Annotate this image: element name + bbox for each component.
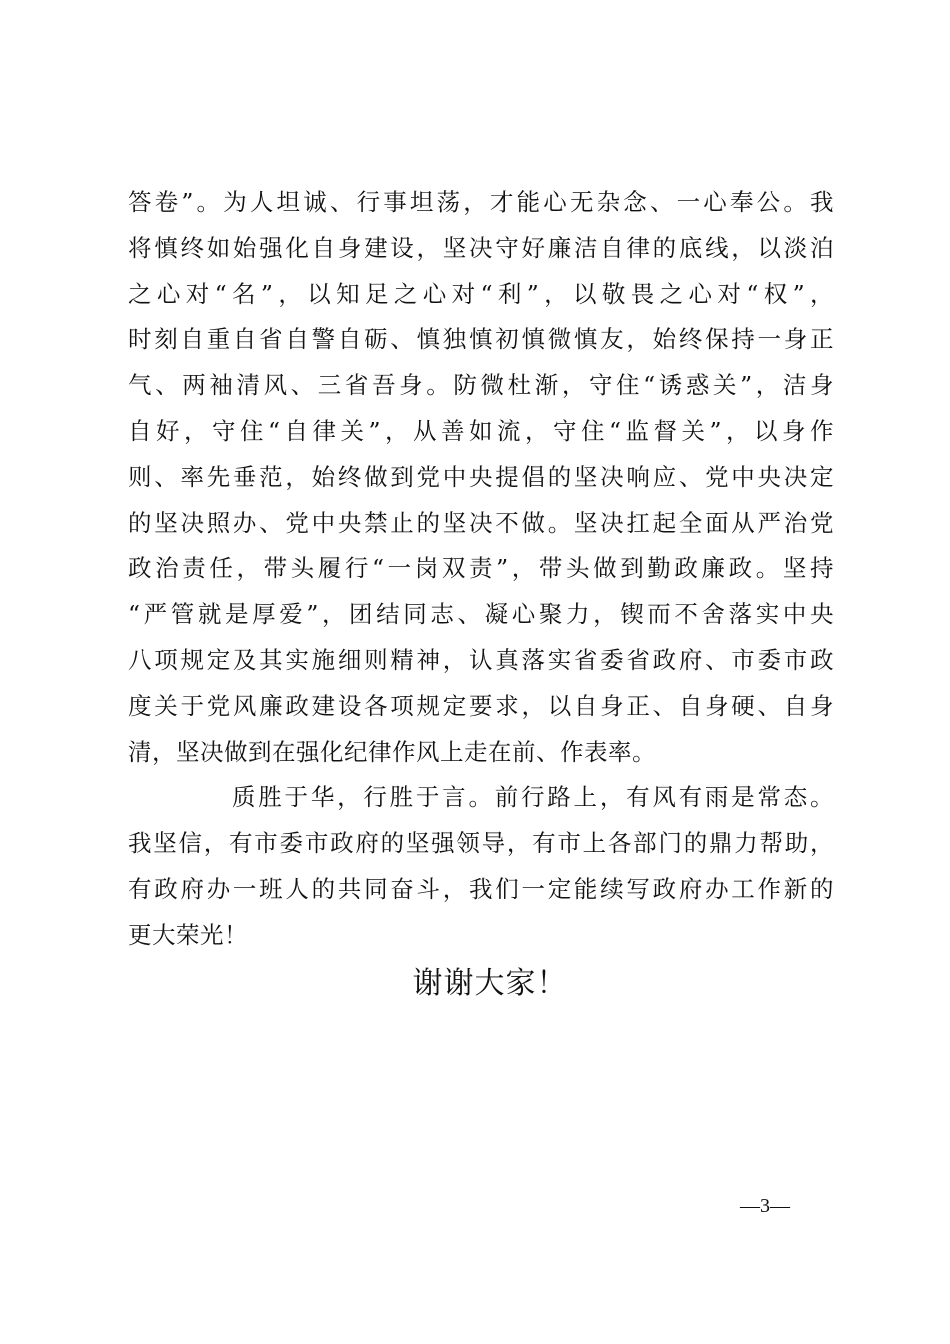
text-line: 答卷”。为人坦诚、行事坦荡，才能心无杂念、一心奉公。我 (128, 188, 834, 216)
text-line: 则、率先垂范，始终做到党中央提倡的坚决响应、党中央决定 (128, 462, 834, 491)
text-line: 更大荣光！ (128, 920, 248, 949)
text-line: 有政府办一班人的共同奋斗，我们一定能续写政府办工作新的 (128, 874, 834, 903)
text-line: 将慎终如始强化自身建设，坚决守好廉洁自律的底线，以淡泊 (128, 233, 834, 262)
text-line: 清，坚决做到在强化纪律作风上走在前、作表率。 (128, 737, 656, 766)
text-line: 时刻自重自省自警自砺、慎独慎初慎微慎友，始终保持一身正 (128, 325, 834, 354)
text-line: 自好，守住“自律关”，从善如流，守住“监督关”，以身作 (128, 416, 834, 445)
page-number: —3— (740, 1195, 790, 1217)
closing-remark: 谢谢大家！ (412, 966, 568, 1001)
text-line: 度关于党风廉政建设各项规定要求，以自身正、自身硬、自身 (128, 691, 834, 720)
text-line: 八项规定及其实施细则精神，认真落实省委省政府、市委市政 (128, 645, 834, 674)
text-line: 我坚信，有市委市政府的坚强领导，有市上各部门的鼎力帮助， (128, 829, 834, 858)
text-line: 气、两袖清风、三省吾身。防微杜渐，守住“诱惑关”，洁身 (128, 371, 834, 400)
body-text (128, 180, 834, 959)
text-line: 政治责任，带头履行“一岗双责”，带头做到勤政廉政。坚持 (128, 554, 834, 583)
text-line: 之心对“名”，以知足之心对“利”，以敬畏之心对“权”， (128, 279, 834, 308)
text-line: “严管就是厚爱”，团结同志、凝心聚力，锲而不舍落实中央 (128, 600, 834, 629)
paragraph-start-line: 质胜于华，行胜于言。前行路上，有风有雨是常态。 (232, 783, 834, 812)
text-line: 的坚决照办、党中央禁止的坚决不做。坚决扛起全面从严治党 (128, 508, 834, 537)
